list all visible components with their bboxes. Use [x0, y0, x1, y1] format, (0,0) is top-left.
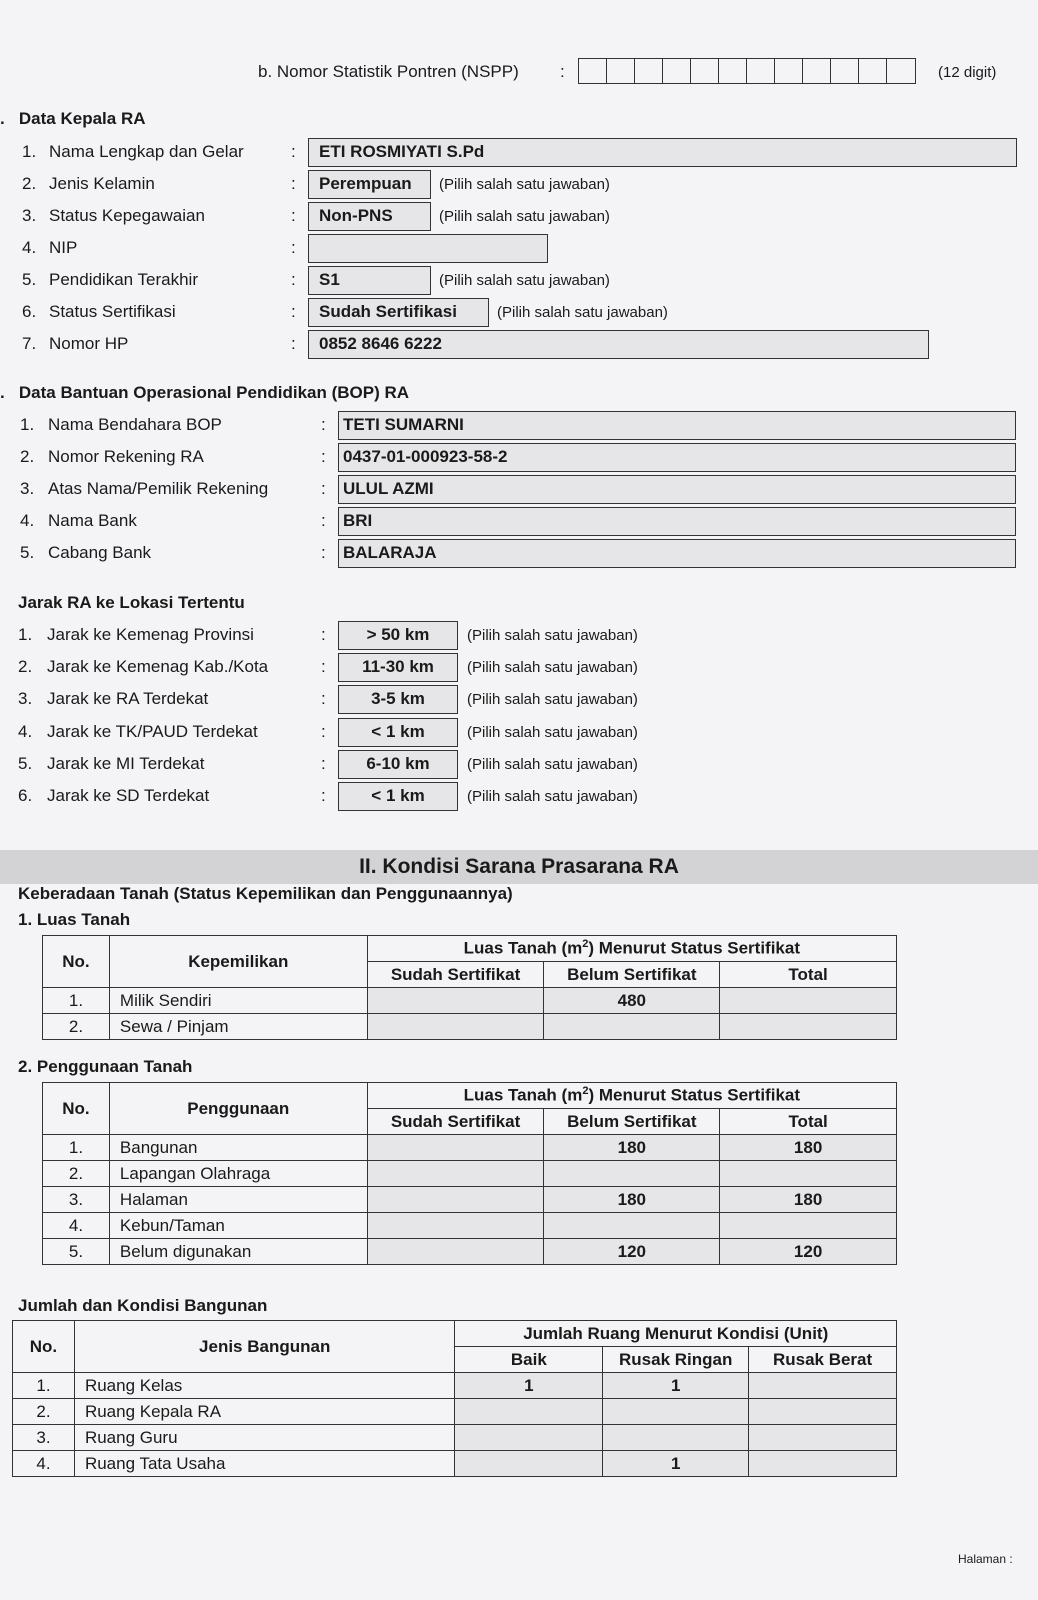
col-no: No.	[43, 1083, 110, 1135]
cell-berat[interactable]	[749, 1425, 897, 1451]
distance-field[interactable]: 6-10 km	[338, 750, 458, 779]
row-label: Jarak ke MI Terdekat	[47, 753, 205, 773]
col-group-kondisi: Jumlah Ruang Menurut Kondisi (Unit)	[455, 1321, 897, 1347]
row-label: Nomor Rekening RA	[48, 447, 204, 466]
row-label: NIP	[49, 238, 78, 257]
col-group-luas: Luas Tanah $(m^2)$ Menurut Status Sertifikat	[367, 1083, 896, 1109]
nspp-label: b. Nomor Statistik Pontren (NSPP)	[258, 62, 519, 81]
row-number: 4.	[20, 511, 35, 530]
row-number: 3.	[20, 479, 35, 498]
bop-field[interactable]: BRI	[338, 507, 1016, 536]
row-no: 1.	[43, 1135, 110, 1161]
distance-field[interactable]: > 50 km	[338, 621, 458, 650]
row-colon: :	[321, 657, 326, 677]
row-no: 4.	[13, 1451, 75, 1477]
cell-belum[interactable]	[544, 1014, 720, 1040]
nspp-note: (12 digit)	[938, 64, 997, 81]
row-colon: :	[291, 142, 296, 161]
bangunan-section-title: Jumlah dan Kondisi Bangunan	[18, 1296, 268, 1315]
cell-belum[interactable]: 120	[544, 1239, 720, 1265]
row-number: 2.	[22, 174, 37, 193]
choice-note: (Pilih salah satu jawaban)	[439, 272, 610, 289]
bop-field[interactable]: 0437-01-000923-58-2	[338, 443, 1016, 472]
row-label: Jarak ke TK/PAUD Terdekat	[47, 721, 258, 741]
luas-tanah-title: 1. Luas Tanah	[18, 910, 131, 929]
row-name: Bangunan	[109, 1135, 367, 1161]
cell-ringan[interactable]: 1	[603, 1451, 749, 1477]
cell-total[interactable]: 180	[720, 1135, 897, 1161]
row-number: 2.	[20, 447, 35, 466]
table-row	[13, 1425, 897, 1451]
col-no: No.	[43, 936, 110, 988]
cell-ringan[interactable]	[603, 1425, 749, 1451]
choice-note: (Pilih salah satu jawaban)	[467, 788, 638, 805]
row-name: Ruang Kelas	[74, 1373, 455, 1399]
table-row	[43, 1135, 897, 1161]
row-no: 3.	[43, 1187, 110, 1213]
nspp-colon: :	[560, 62, 565, 81]
row-label: Pendidikan Terakhir	[49, 270, 198, 289]
row-label: Jenis Kelamin	[49, 174, 155, 193]
row-label: Jarak ke Kemenag Kab./Kota	[47, 657, 269, 677]
row-colon: :	[321, 447, 326, 466]
table-row	[43, 1187, 897, 1213]
kepala-field[interactable]: Non-PNS	[308, 202, 431, 231]
cell-sudah[interactable]	[367, 1014, 544, 1040]
row-no: 1.	[13, 1373, 75, 1399]
row-number: 5.	[20, 543, 35, 562]
choice-note: (Pilih salah satu jawaban)	[467, 755, 638, 773]
bop-field[interactable]: TETI SUMARNI	[338, 411, 1016, 440]
col-kepemilikan: Kepemilikan	[109, 936, 367, 988]
kepala-field[interactable]: Sudah Sertifikasi	[308, 298, 489, 327]
row-name: Belum digunakan	[109, 1239, 367, 1265]
cell-total[interactable]: 120	[720, 1239, 897, 1265]
row-colon: :	[321, 511, 326, 530]
cell-sudah[interactable]	[367, 1213, 544, 1239]
col-jenis-bangunan: Jenis Bangunan	[74, 1321, 455, 1373]
row-label: Jarak ke Kemenag Provinsi	[47, 625, 254, 644]
row-name: Lapangan Olahraga	[109, 1161, 367, 1187]
bangunan-table	[12, 1320, 897, 1477]
col-group-luas: Luas Tanah $(m^2)$ Menurut Status Sertifikat	[367, 936, 896, 962]
choice-note: (Pilih salah satu jawaban)	[439, 208, 610, 225]
cell-ringan[interactable]: 1	[603, 1373, 749, 1399]
table-row	[43, 1161, 897, 1187]
row-no: 3.	[13, 1425, 75, 1451]
col-sudah: Sudah Sertifikat	[367, 962, 544, 988]
cell-sudah[interactable]	[367, 1239, 544, 1265]
section-2-banner: II. Kondisi Sarana Prasarana RA	[0, 850, 1038, 884]
row-label: Status Sertifikasi	[49, 302, 176, 321]
choice-note: (Pilih salah satu jawaban)	[439, 176, 610, 193]
row-colon: :	[321, 543, 326, 562]
row-number: 4.	[22, 238, 37, 257]
distance-field[interactable]: 11-30 km	[338, 653, 458, 682]
row-number: 1.	[20, 415, 35, 434]
row-colon: :	[321, 625, 326, 644]
choice-note: (Pilih salah satu jawaban)	[497, 304, 668, 321]
col-sudah: Sudah Sertifikat	[367, 1109, 544, 1135]
row-name: Halaman	[109, 1187, 367, 1213]
table-row	[13, 1451, 897, 1477]
row-number: 6.	[22, 302, 37, 321]
row-no: 1.	[43, 988, 110, 1014]
row-label: Status Kepegawaian	[49, 206, 205, 225]
cell-total[interactable]	[720, 1014, 897, 1040]
cell-belum[interactable]: 180	[544, 1135, 720, 1161]
col-rusak-ringan: Rusak Ringan	[603, 1347, 749, 1373]
kepala-field[interactable]: S1	[308, 266, 431, 295]
row-label: Nomor HP	[49, 334, 129, 353]
row-name: Ruang Kepala RA	[74, 1399, 455, 1425]
row-number: 5.	[22, 270, 37, 289]
choice-note: (Pilih salah satu jawaban)	[467, 723, 638, 741]
row-colon: :	[321, 415, 326, 434]
col-no: No.	[13, 1321, 75, 1373]
row-label: Atas Nama/Pemilik Rekening	[48, 479, 269, 498]
col-belum: Belum Sertifikat	[544, 1109, 720, 1135]
col-rusak-berat: Rusak Berat	[749, 1347, 897, 1373]
table-row	[43, 1014, 897, 1040]
row-label: Nama Lengkap dan Gelar	[49, 142, 244, 161]
jarak-section-title: Jarak RA ke Lokasi Tertentu	[18, 593, 245, 612]
tanah-section-title: Keberadaan Tanah (Status Kepemilikan dan Penggunaannya)	[18, 884, 513, 903]
row-label: Nama Bendahara BOP	[48, 415, 222, 434]
cell-total[interactable]: 180	[720, 1187, 897, 1213]
cell-berat[interactable]	[749, 1399, 897, 1425]
kepala-section-title: . Data Kepala RA	[0, 109, 146, 128]
cell-baik[interactable]	[455, 1425, 603, 1451]
cell-total[interactable]	[720, 1213, 897, 1239]
row-colon: :	[321, 689, 326, 709]
col-total: Total	[720, 1109, 897, 1135]
row-number: 3.	[18, 689, 33, 709]
table-row	[43, 1239, 897, 1265]
row-colon: :	[321, 479, 326, 498]
row-label: Jarak ke RA Terdekat	[47, 689, 209, 709]
table-row	[43, 1213, 897, 1239]
cell-sudah[interactable]	[367, 1161, 544, 1187]
row-colon: :	[321, 753, 326, 773]
bop-section-title: . Data Bantuan Operasional Pendidikan (BOP) RA	[0, 383, 410, 402]
cell-belum[interactable]: 180	[544, 1187, 720, 1213]
cell-ringan[interactable]	[603, 1399, 749, 1425]
row-colon: :	[291, 302, 296, 321]
cell-berat[interactable]	[749, 1373, 897, 1399]
nspp-digit-boxes[interactable]	[578, 58, 916, 84]
col-belum: Belum Sertifikat	[544, 962, 720, 988]
row-colon: :	[321, 721, 326, 741]
cell-total[interactable]	[720, 1161, 897, 1187]
row-colon: :	[291, 174, 296, 193]
row-no: 5.	[43, 1239, 110, 1265]
row-no: 2.	[43, 1014, 110, 1040]
cell-sudah[interactable]	[367, 1135, 544, 1161]
col-penggunaan: Penggunaan	[109, 1083, 367, 1135]
choice-note: (Pilih salah satu jawaban)	[467, 627, 638, 644]
row-colon: :	[291, 270, 296, 289]
distance-field[interactable]: < 1 km	[338, 782, 458, 811]
cell-belum[interactable]: 480	[544, 988, 720, 1014]
row-name: Kebun/Taman	[109, 1213, 367, 1239]
row-colon: :	[291, 334, 296, 353]
bop-field[interactable]: BALARAJA	[338, 539, 1016, 568]
choice-note: (Pilih salah satu jawaban)	[467, 691, 638, 709]
kepala-field[interactable]	[308, 234, 548, 263]
row-no: 2.	[13, 1399, 75, 1425]
row-colon: :	[321, 786, 326, 805]
row-colon: :	[291, 206, 296, 225]
row-number: 1.	[18, 625, 33, 644]
row-colon: :	[291, 238, 296, 257]
distance-field[interactable]: 3-5 km	[338, 685, 458, 714]
row-name: Ruang Guru	[74, 1425, 455, 1451]
row-number: 7.	[22, 334, 37, 353]
row-name: Ruang Tata Usaha	[74, 1451, 455, 1477]
row-number: 5.	[18, 753, 33, 773]
cell-sudah[interactable]	[367, 1187, 544, 1213]
col-baik: Baik	[455, 1347, 603, 1373]
row-number: 3.	[22, 206, 37, 225]
table-row	[43, 988, 897, 1014]
col-total: Total	[720, 962, 897, 988]
row-label: Cabang Bank	[48, 543, 152, 562]
penggunaan-tanah-table	[42, 1082, 897, 1265]
row-number: 6.	[18, 786, 33, 805]
row-no: 2.	[43, 1161, 110, 1187]
kepala-field[interactable]: Perempuan	[308, 170, 431, 199]
row-number: 4.	[18, 721, 33, 741]
kepala-field[interactable]: 0852 8646 6222	[308, 330, 929, 359]
row-number: 1.	[22, 142, 37, 161]
table-row	[13, 1373, 897, 1399]
row-number: 2.	[18, 657, 33, 677]
table-row	[13, 1399, 897, 1425]
kepala-field[interactable]: ETI ROSMIYATI S.Pd	[308, 138, 1017, 167]
luas-tanah-table	[42, 935, 897, 1040]
cell-total[interactable]	[720, 988, 897, 1014]
distance-field[interactable]: < 1 km	[338, 718, 458, 747]
cell-baik[interactable]	[455, 1399, 603, 1425]
row-name: Milik Sendiri	[109, 988, 367, 1014]
penggunaan-tanah-title: 2. Penggunaan Tanah	[18, 1057, 193, 1076]
cell-belum[interactable]	[544, 1213, 720, 1239]
row-no: 4.	[43, 1213, 110, 1239]
page-number-label: Halaman :	[958, 1552, 1013, 1566]
cell-baik[interactable]: 1	[455, 1373, 603, 1399]
row-label: Jarak ke SD Terdekat	[47, 786, 210, 805]
row-label: Nama Bank	[48, 511, 137, 530]
bop-field[interactable]: ULUL AZMI	[338, 475, 1016, 504]
cell-baik[interactable]	[455, 1451, 603, 1477]
row-name: Sewa / Pinjam	[109, 1014, 367, 1040]
cell-berat[interactable]	[749, 1451, 897, 1477]
cell-belum[interactable]	[544, 1161, 720, 1187]
cell-sudah[interactable]	[367, 988, 544, 1014]
choice-note: (Pilih salah satu jawaban)	[467, 659, 638, 677]
